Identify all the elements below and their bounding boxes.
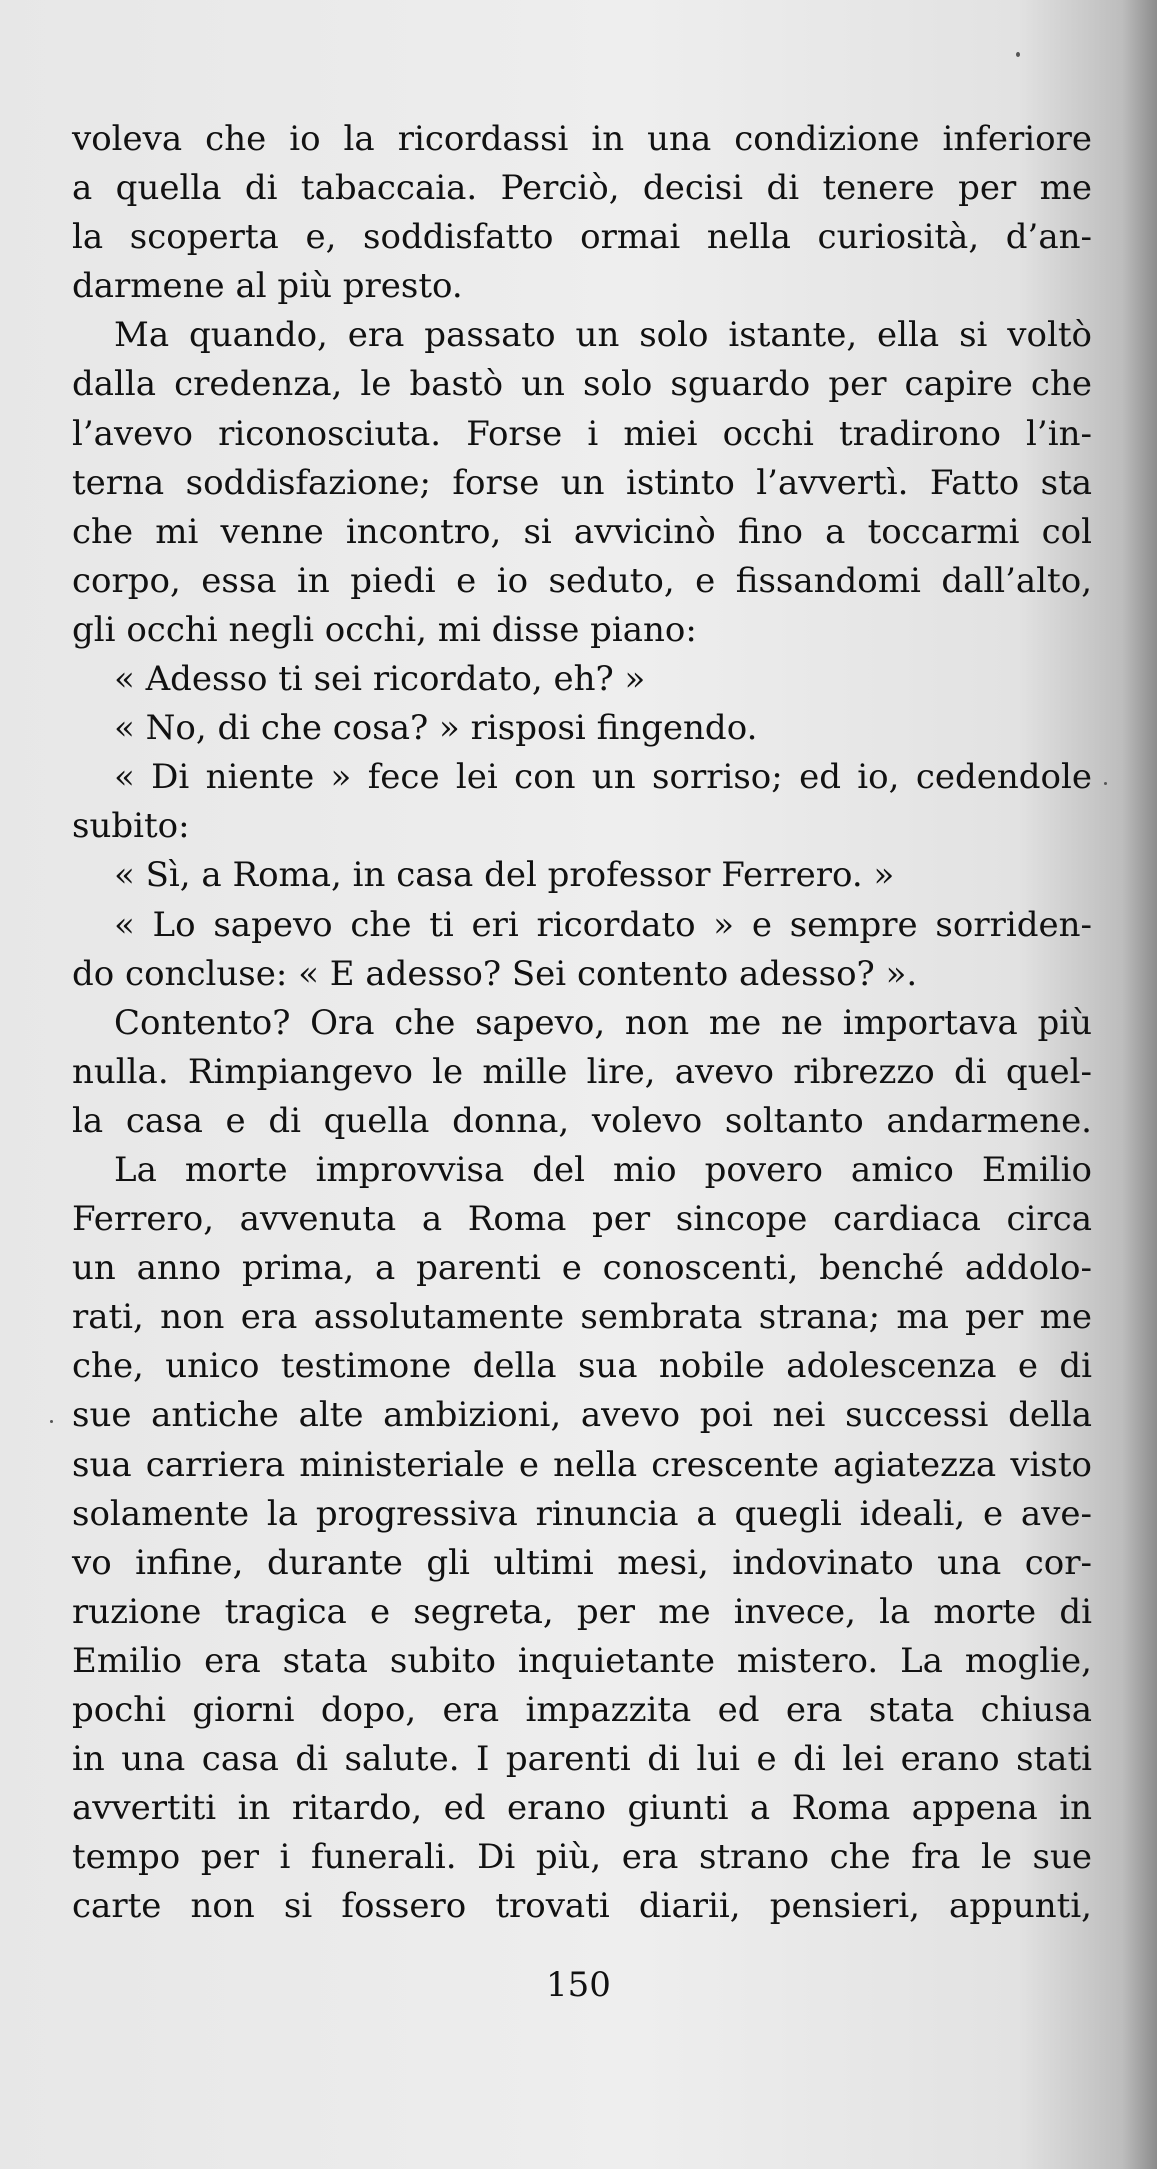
text-line: l’avevo riconosciuta. Forse i miei occhi tradirono l’in- <box>72 413 1092 454</box>
text-line: vo infine, durante gli ultimi mesi, indovinato una cor- <box>72 1542 1092 1583</box>
text-line: dalla credenza, le bastò un solo sguardo per capire che <box>72 364 1092 405</box>
text-line: a quella di tabaccaia. Perciò, decisi di tenere per me <box>72 168 1092 209</box>
text-line: Ferrero, avvenuta a Roma per sincope cardiaca circa <box>72 1199 1092 1240</box>
text-line: terna soddisfazione; forse un istinto l’avvertì. Fatto sta <box>72 462 1092 503</box>
text-line: nulla. Rimpiangevo le mille lire, avevo ribrezzo di quel- <box>72 1051 1092 1092</box>
paper-speck <box>1104 782 1107 785</box>
paper-speck <box>1016 52 1020 57</box>
paragraph-start-line: Ma quando, era passato un solo istante, ella si voltò <box>114 315 1092 356</box>
text-line: subito: <box>72 806 190 847</box>
text-line: Emilio era stata subito inquietante mistero. La moglie, <box>72 1640 1092 1681</box>
page-number: 150 <box>546 1965 611 2005</box>
dialogue-line: « Sì, a Roma, in casa del professor Ferrero. » <box>114 855 895 896</box>
text-line: che mi venne incontro, si avvicinò fino a toccarmi col <box>72 511 1092 552</box>
body-text <box>72 115 1092 1931</box>
text-line: rati, non era assolutamente sembrata strana; ma per me <box>72 1297 1092 1338</box>
text-line: la casa e di quella donna, volevo soltanto andarmene. <box>72 1100 1092 1141</box>
text-line: carte non si fossero trovati diarii, pensieri, appunti, <box>72 1886 1092 1927</box>
dialogue-line: « No, di che cosa? » risposi fingendo. <box>114 708 758 749</box>
text-line: corpo, essa in piedi e io seduto, e fissandomi dall’alto, <box>72 560 1092 601</box>
dialogue-line: « Adesso ti sei ricordato, eh? » <box>114 659 646 700</box>
text-line: in una casa di salute. I parenti di lui e di lei erano stati <box>72 1739 1092 1780</box>
text-line: sua carriera ministeriale e nella crescente agiatezza visto <box>72 1444 1092 1485</box>
text-line: gli occhi negli occhi, mi disse piano: <box>72 609 697 650</box>
text-line: tempo per i funerali. Di più, era strano che fra le sue <box>72 1837 1092 1878</box>
text-line: la scoperta e, soddisfatto ormai nella curiosità, d’an- <box>72 217 1092 258</box>
text-line: che, unico testimone della sua nobile adolescenza e di <box>72 1346 1092 1387</box>
text-line: avvertiti in ritardo, ed erano giunti a Roma appena in <box>72 1788 1092 1829</box>
text-line: sue antiche alte ambizioni, avevo poi nei successi della <box>72 1395 1092 1436</box>
text-line: ruzione tragica e segreta, per me invece, la morte di <box>72 1591 1092 1632</box>
text-line: voleva che io la ricordassi in una condizione inferiore <box>72 119 1092 159</box>
text-line: solamente la progressiva rinuncia a quegli ideali, e ave- <box>72 1493 1092 1534</box>
text-line: un anno prima, a parenti e conoscenti, benché addolo- <box>72 1248 1092 1289</box>
paragraph-start-line: La morte improvvisa del mio povero amico Emilio <box>114 1149 1092 1190</box>
paragraph-start-line: Contento? Ora che sapevo, non me ne importava più <box>114 1002 1092 1043</box>
text-line: darmene al più presto. <box>72 266 463 307</box>
paper-speck <box>50 1420 53 1423</box>
dialogue-line: « Lo sapevo che ti eri ricordato » e sempre sorriden- <box>114 904 1092 945</box>
text-line: do concluse: « E adesso? Sei contento adesso? ». <box>72 953 918 994</box>
text-line: pochi giorni dopo, era impazzita ed era stata chiusa <box>72 1690 1092 1730</box>
dialogue-line: « Di niente » fece lei con un sorriso; ed io, cedendole <box>114 757 1092 798</box>
